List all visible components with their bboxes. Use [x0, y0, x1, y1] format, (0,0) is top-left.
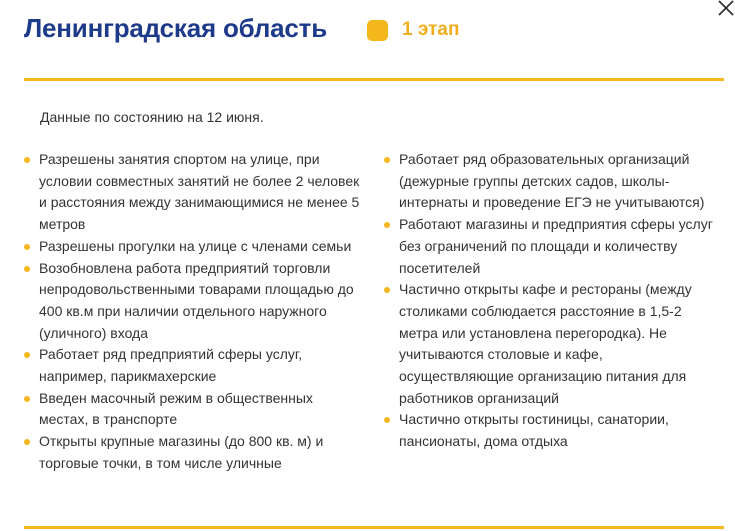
- list-item: [384, 149, 714, 214]
- restrictions-list-left: [24, 149, 364, 475]
- bullet-icon: [384, 222, 390, 228]
- list-item: [384, 214, 714, 279]
- stage-label: 1 этап: [402, 19, 460, 40]
- list-item-text: Введен масочный режим в общественных местах, в транспорте: [39, 389, 313, 428]
- header-divider: [24, 78, 724, 81]
- bullet-icon: [24, 396, 30, 402]
- footer-divider: [24, 526, 724, 529]
- status-date: Данные по состоянию на 12 июня.: [40, 109, 264, 125]
- list-item-text: Частично открыты гостиницы, санатории, пансионаты, дома отдыха: [399, 411, 669, 450]
- list-item: [24, 388, 364, 431]
- list-item-text: Работает ряд образовательных организаций (дежурные группы детских садов, школы-интернаты и проведение ЕГЭ не учитываются): [399, 151, 705, 211]
- page-title: Ленинградская область: [24, 13, 328, 43]
- list-item-text: Работает ряд предприятий сферы услуг, например, парикмахерские: [39, 346, 303, 385]
- bullet-icon: [384, 417, 390, 423]
- bullet-icon: [384, 157, 390, 163]
- close-icon: [716, 0, 735, 18]
- list-item: [384, 409, 714, 452]
- list-item: [24, 149, 364, 236]
- list-item-text: Возобновлена работа предприятий торговли непродовольственными товарами площадью до 400 кв.м при наличии отдельного наружного (уличного) входа: [39, 259, 354, 341]
- bullet-icon: [24, 244, 30, 250]
- bullet-icon: [24, 266, 30, 272]
- list-item-text: Разрешены прогулки на улице с членами семьи: [39, 237, 352, 254]
- list-item: [24, 431, 364, 474]
- restrictions-list-right: [384, 149, 714, 453]
- list-item: [384, 279, 714, 409]
- list-item: [24, 236, 364, 258]
- list-item-text: Работают магазины и предприятия сферы услуг без ограничений по площади и количеству посетителей: [399, 216, 713, 276]
- bullet-icon: [24, 439, 30, 445]
- bullet-icon: [24, 352, 30, 358]
- stage-indicator: [367, 20, 388, 41]
- list-item: [24, 258, 364, 345]
- list-item-text: Частично открыты кафе и рестораны (между столиками соблюдается расстояние в 1,5-2 метра или установлена перегородка). Не учитываются столовые и кафе, осуществляющие организацию питания для работников организаций: [399, 281, 692, 406]
- list-item-text: Разрешены занятия спортом на улице, при условии совместных занятий не более 2 человек и расстояния между занимающимися не менее 5 метров: [39, 151, 360, 233]
- bullet-icon: [384, 287, 390, 293]
- close-button[interactable]: [716, 0, 735, 18]
- list-item-text: Открыты крупные магазины (до 800 кв. м) и торговые точки, в том числе уличные: [39, 433, 324, 471]
- bullet-icon: [24, 157, 30, 163]
- list-item: [24, 344, 364, 387]
